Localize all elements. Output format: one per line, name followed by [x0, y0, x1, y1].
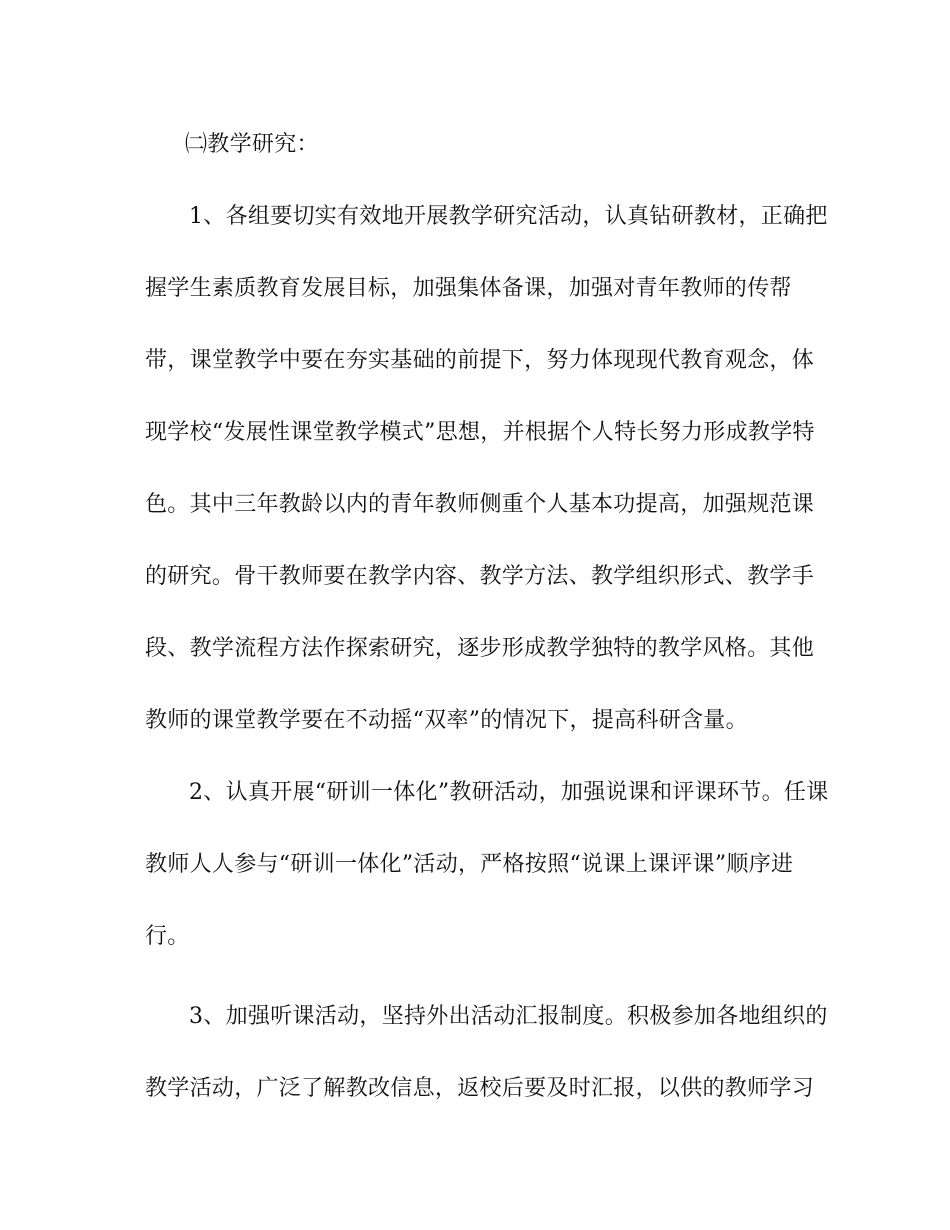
paragraph-line: 3、加强听课活动，坚持外出活动汇报制度。积极参加各地组织的 — [189, 1004, 828, 1029]
paragraph-line: 色。其中三年教龄以内的青年教师侧重个人基本功提高，加强规范课 — [145, 492, 815, 517]
section-heading: ㈡教学研究： — [185, 132, 319, 157]
paragraph-line: 带，课堂教学中要在夯实基础的前提下，努力体现现代教育观念，体 — [145, 348, 815, 373]
paragraph-line: 行。 — [145, 924, 190, 949]
paragraph-line: 现学校“发展性课堂教学模式”思想，并根据个人特长努力形成教学特 — [145, 420, 815, 445]
paragraph-line: 教师人人参与“研训一体化”活动，严格按照“说课上课评课”顺序进 — [145, 852, 794, 877]
paragraph-line: 段、教学流程方法作探索研究，逐步形成教学独特的教学风格。其他 — [145, 636, 815, 661]
paragraph-line: 教学活动，广泛了解教改信息，返校后要及时汇报，以供的教师学习 — [145, 1076, 815, 1101]
paragraph-line: 教师的课堂教学要在不动摇“双率”的情况下，提高科研含量。 — [145, 708, 748, 733]
paragraph-line: 2、认真开展“研训一体化”教研活动，加强说课和评课环节。任课 — [189, 780, 829, 805]
paragraph-line: 1、各组要切实有效地开展教学研究活动，认真钻研教材，正确把 — [189, 204, 828, 229]
paragraph-line: 的研究。骨干教师要在教学内容、教学方法、教学组织形式、教学手 — [145, 564, 815, 589]
paragraph-line: 握学生素质教育发展目标，加强集体备课，加强对青年教师的传帮 — [145, 276, 792, 301]
